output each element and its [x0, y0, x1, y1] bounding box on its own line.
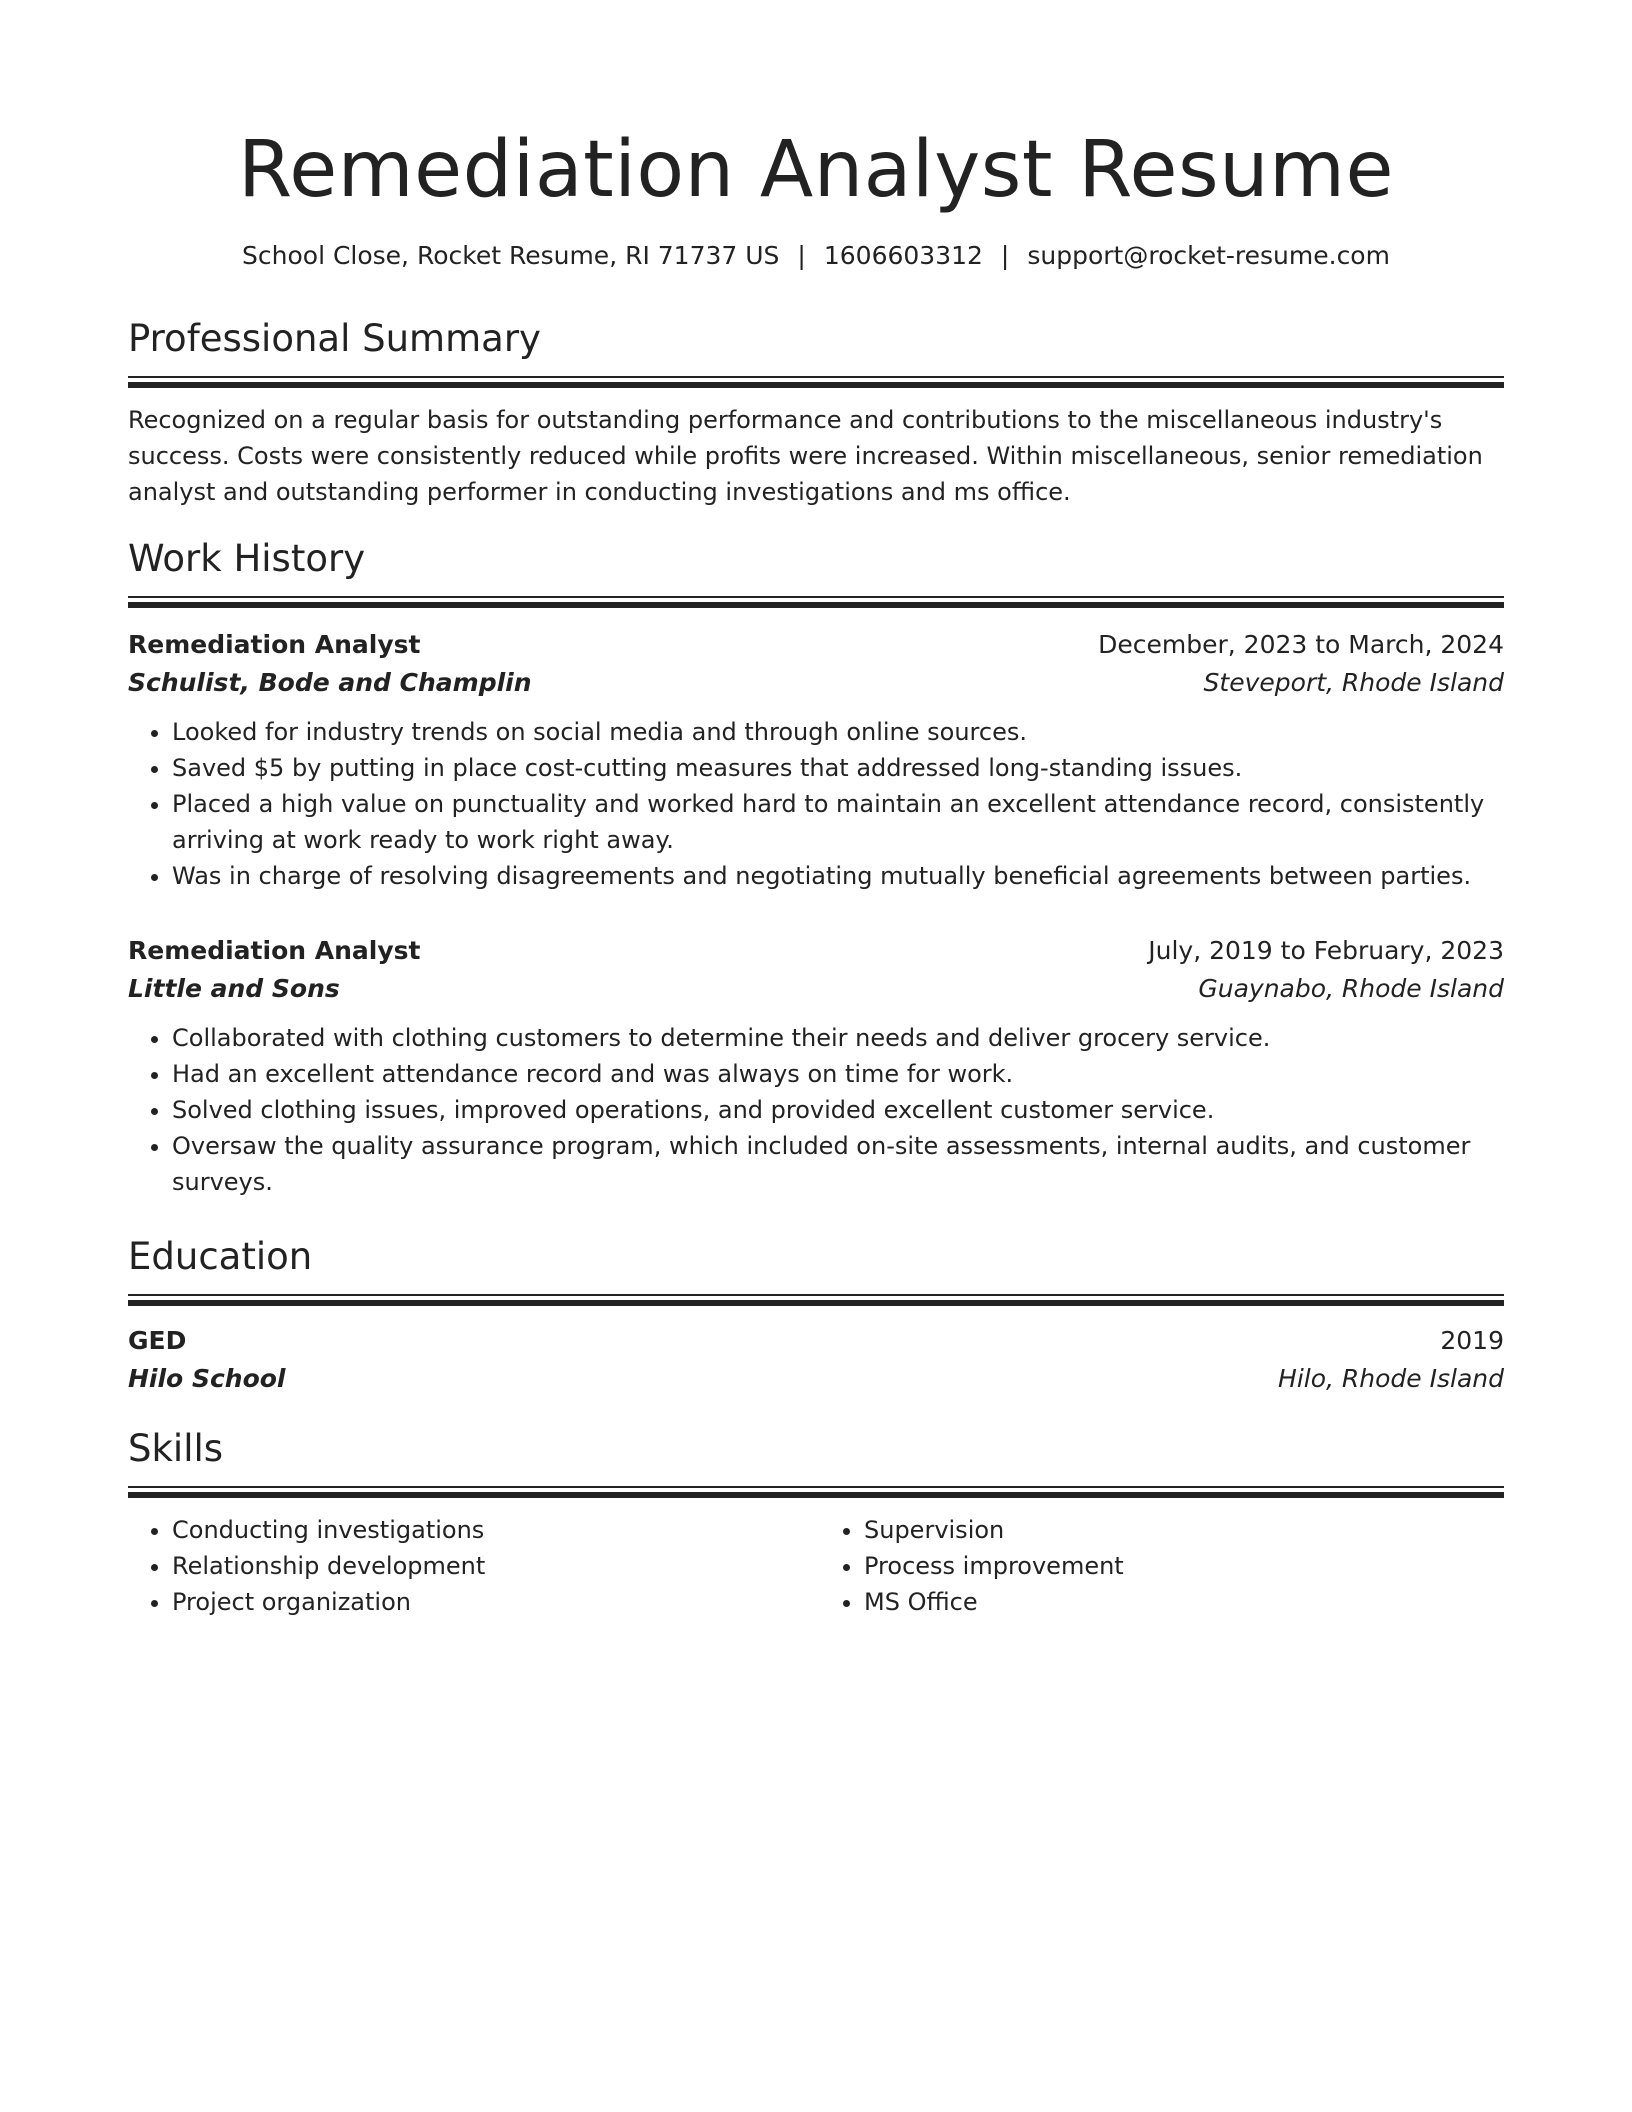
section-title-skills: Skills — [128, 1427, 224, 1470]
list-item: • Saved $5 by putting in place cost-cutting measures that addressed long-standing issues. — [172, 750, 1504, 786]
skill-item: • Process improvement — [864, 1548, 1504, 1584]
section-divider — [128, 596, 1504, 608]
job-entry — [128, 932, 1504, 1200]
skill-item: • Supervision — [864, 1512, 1504, 1548]
section-divider — [128, 376, 1504, 388]
section-title-education: Education — [128, 1235, 313, 1278]
list-item: • Oversaw the quality assurance program, which included on-site assessments, internal audits, and customer surveys. — [172, 1128, 1504, 1200]
list-item: • Looked for industry trends on social media and through online sources. — [172, 714, 1504, 750]
list-item: • Placed a high value on punctuality and worked hard to maintain an excellent attendance record, consistently arriving at work ready to work right away. — [172, 786, 1504, 858]
phone: 1606603312 — [823, 241, 983, 270]
job-dates: July, 2019 to February, 2023 — [1148, 936, 1504, 965]
resume-page — [128, 0, 1504, 1620]
list-item: • Collaborated with clothing customers to determine their needs and deliver grocery service. — [172, 1020, 1504, 1056]
section-divider — [128, 1486, 1504, 1498]
skills-column — [816, 1512, 1504, 1620]
job-role: Remediation Analyst — [128, 630, 421, 659]
education-header-row — [128, 1322, 1504, 1360]
skill-item: • Relationship development — [172, 1548, 816, 1584]
job-company: Schulist, Bode and Champlin — [128, 668, 532, 697]
education-school-row — [128, 1360, 1504, 1398]
job-role: Remediation Analyst — [128, 936, 421, 965]
separator: | — [797, 241, 806, 270]
contact-line — [128, 240, 1504, 272]
list-item: • Solved clothing issues, improved operations, and provided excellent customer service. — [172, 1092, 1504, 1128]
skill-item: • Conducting investigations — [172, 1512, 816, 1548]
separator: | — [1000, 241, 1010, 270]
job-location: Guaynabo, Rhode Island — [1198, 974, 1504, 1003]
job-header-row — [128, 932, 1504, 970]
education-year: 2019 — [1440, 1326, 1504, 1355]
job-company: Little and Sons — [128, 974, 340, 1003]
section-title-summary: Professional Summary — [128, 317, 541, 360]
job-dates: December, 2023 to March, 2024 — [1098, 630, 1504, 659]
job-header-row — [128, 626, 1504, 664]
skills-column — [128, 1512, 816, 1620]
summary-text: Recognized on a regular basis for outstanding performance and contributions to the miscellaneous industry's success. Costs were consistently reduced while profits were increased. Within miscellaneous, senior remediation analyst and outstanding performer in conducting investigations and ms office. — [128, 406, 1483, 506]
education-entry — [128, 1322, 1504, 1398]
email: support@rocket-resume.com — [1027, 241, 1390, 270]
resume-title: Remediation Analyst Resume — [238, 125, 1394, 215]
education-location: Hilo, Rhode Island — [1278, 1364, 1504, 1393]
job-company-row — [128, 664, 1504, 702]
job-bullets — [128, 1020, 1504, 1200]
education-school: Hilo School — [128, 1364, 286, 1393]
list-item: • Was in charge of resolving disagreements and negotiating mutually beneficial agreements between parties. — [172, 858, 1504, 894]
job-location: Steveport, Rhode Island — [1203, 668, 1504, 697]
skills-list — [128, 1512, 1504, 1620]
job-entry — [128, 626, 1504, 894]
job-bullets — [128, 714, 1504, 894]
education-degree: GED — [128, 1326, 187, 1355]
list-item: • Had an excellent attendance record and was always on time for work. — [172, 1056, 1504, 1092]
section-divider — [128, 1294, 1504, 1306]
address: School Close, Rocket Resume, RI 71737 US — [242, 241, 780, 270]
job-company-row — [128, 970, 1504, 1008]
skill-item: • MS Office — [864, 1584, 1504, 1620]
skill-item: • Project organization — [172, 1584, 816, 1620]
section-title-work: Work History — [128, 537, 366, 580]
